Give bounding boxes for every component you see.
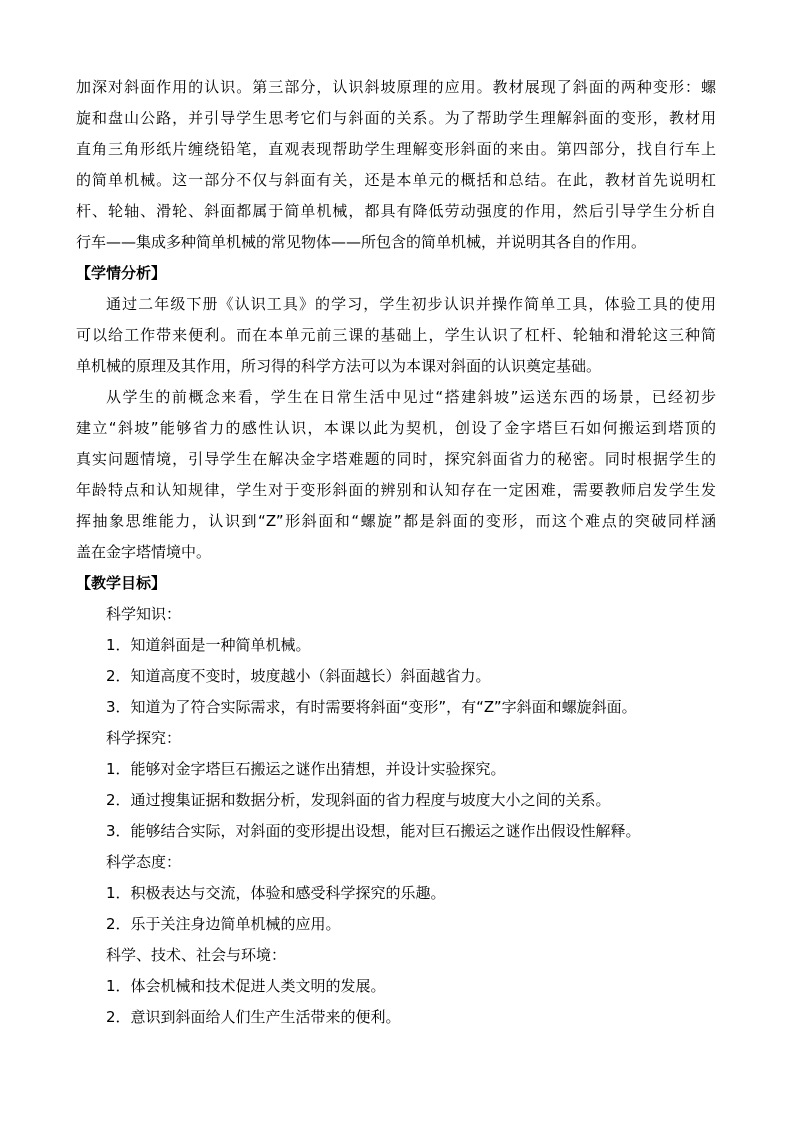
analysis-heading: 【学情分析】	[76, 264, 167, 282]
text-line: 加深对斜面作用的认识。第三部分，认识斜坡原理的应用。教材展现了斜面的两种变形：螺	[76, 78, 716, 96]
text-line: 杆、轮轴、滑轮、斜面都属于简单机械，都具有降低劳动强度的作用，然后引导学生分析自	[76, 202, 716, 220]
text-line: 旋和盘山公路，并引导学生思考它们与斜面的关系。为了帮助学生理解斜面的变形，教材用	[76, 109, 716, 127]
goal-item: 2．意识到斜面给人们生产生活带来的便利。	[106, 1008, 401, 1026]
text-line: 行车——集成多种简单机械的常见物体——所包含的简单机械，并说明其各自的作用。	[76, 233, 647, 251]
intro-paragraph	[76, 72, 716, 258]
goal-item: 3．能够结合实际，对斜面的变形提出设想，能对巨石搬运之谜作出假设性解释。	[106, 822, 641, 840]
goal-item: 2．通过搜集证据和数据分析，发现斜面的省力程度与坡度大小之间的关系。	[106, 791, 611, 809]
goal-item: 1．积极表达与交流，体验和感受科学探究的乐趣。	[106, 884, 446, 902]
text-line: 盖在金字塔情境中。	[76, 543, 212, 561]
text-line: 通过二年级下册《认识工具》的学习，学生初步认识并操作简单工具，体验工具的使用	[106, 295, 716, 313]
goal-section-title: 科学态度：	[106, 853, 182, 871]
goal-item: 1．知道斜面是一种简单机械。	[106, 636, 311, 654]
goals-heading: 【教学目标】	[76, 574, 167, 592]
goal-item: 1．体会机械和技术促进人类文明的发展。	[106, 977, 386, 995]
text-line: 年龄特点和认知规律，学生对于变形斜面的辨别和认知存在一定困难，需要教师启发学生发	[76, 481, 716, 499]
goal-item: 3．知道为了符合实际需求，有时需要将斜面“变形”，有“Z”字斜面和螺旋斜面。	[106, 698, 637, 716]
goal-section-title: 科学、技术、社会与环境：	[106, 946, 287, 964]
text-line: 真实问题情境，引导学生在解决金字塔难题的同时，探究斜面省力的秘密。同时根据学生的	[76, 450, 716, 468]
goal-section-title: 科学知识：	[106, 605, 182, 623]
analysis-paragraph-1	[76, 289, 716, 382]
text-line: 从学生的前概念来看，学生在日常生活中见过“搭建斜坡”运送东西的场景，已经初步	[106, 388, 716, 406]
goal-section-title: 科学探究：	[106, 729, 182, 747]
goal-item: 1．能够对金字塔巨石搬运之谜作出猜想，并设计实验探究。	[106, 760, 506, 778]
text-line: 挥抽象思维能力，认识到“Z”形斜面和“螺旋”都是斜面的变形，而这个难点的突破同样涵	[76, 512, 716, 530]
goals-knowledge	[76, 599, 716, 723]
goal-item: 2．知道高度不变时，坡度越小（斜面越长）斜面越省力。	[106, 667, 491, 685]
goal-item: 2．乐于关注身边简单机械的应用。	[106, 915, 341, 933]
analysis-paragraph-2	[76, 382, 716, 568]
goals-attitude	[76, 847, 716, 940]
text-line: 可以给工作带来便利。而在本单元前三课的基础上，学生认识了杠杆、轮轴和滑轮这三种简	[76, 326, 716, 344]
goals-society	[76, 940, 716, 1033]
text-line: 建立“斜坡”能够省力的感性认识，本课以此为契机，创设了金字塔巨石如何搬运到塔顶的	[76, 419, 716, 437]
document-page	[76, 72, 716, 1033]
text-line: 的简单机械。这一部分不仅与斜面有关，还是本单元的概括和总结。在此，教材首先说明杠	[76, 171, 716, 189]
text-line: 直角三角形纸片缠绕铅笔，直观表现帮助学生理解变形斜面的来由。第四部分，找自行车上	[76, 140, 716, 158]
goals-inquiry	[76, 723, 716, 847]
text-line: 单机械的原理及其作用，所习得的科学方法可以为本课对斜面的认识奠定基础。	[76, 357, 602, 375]
